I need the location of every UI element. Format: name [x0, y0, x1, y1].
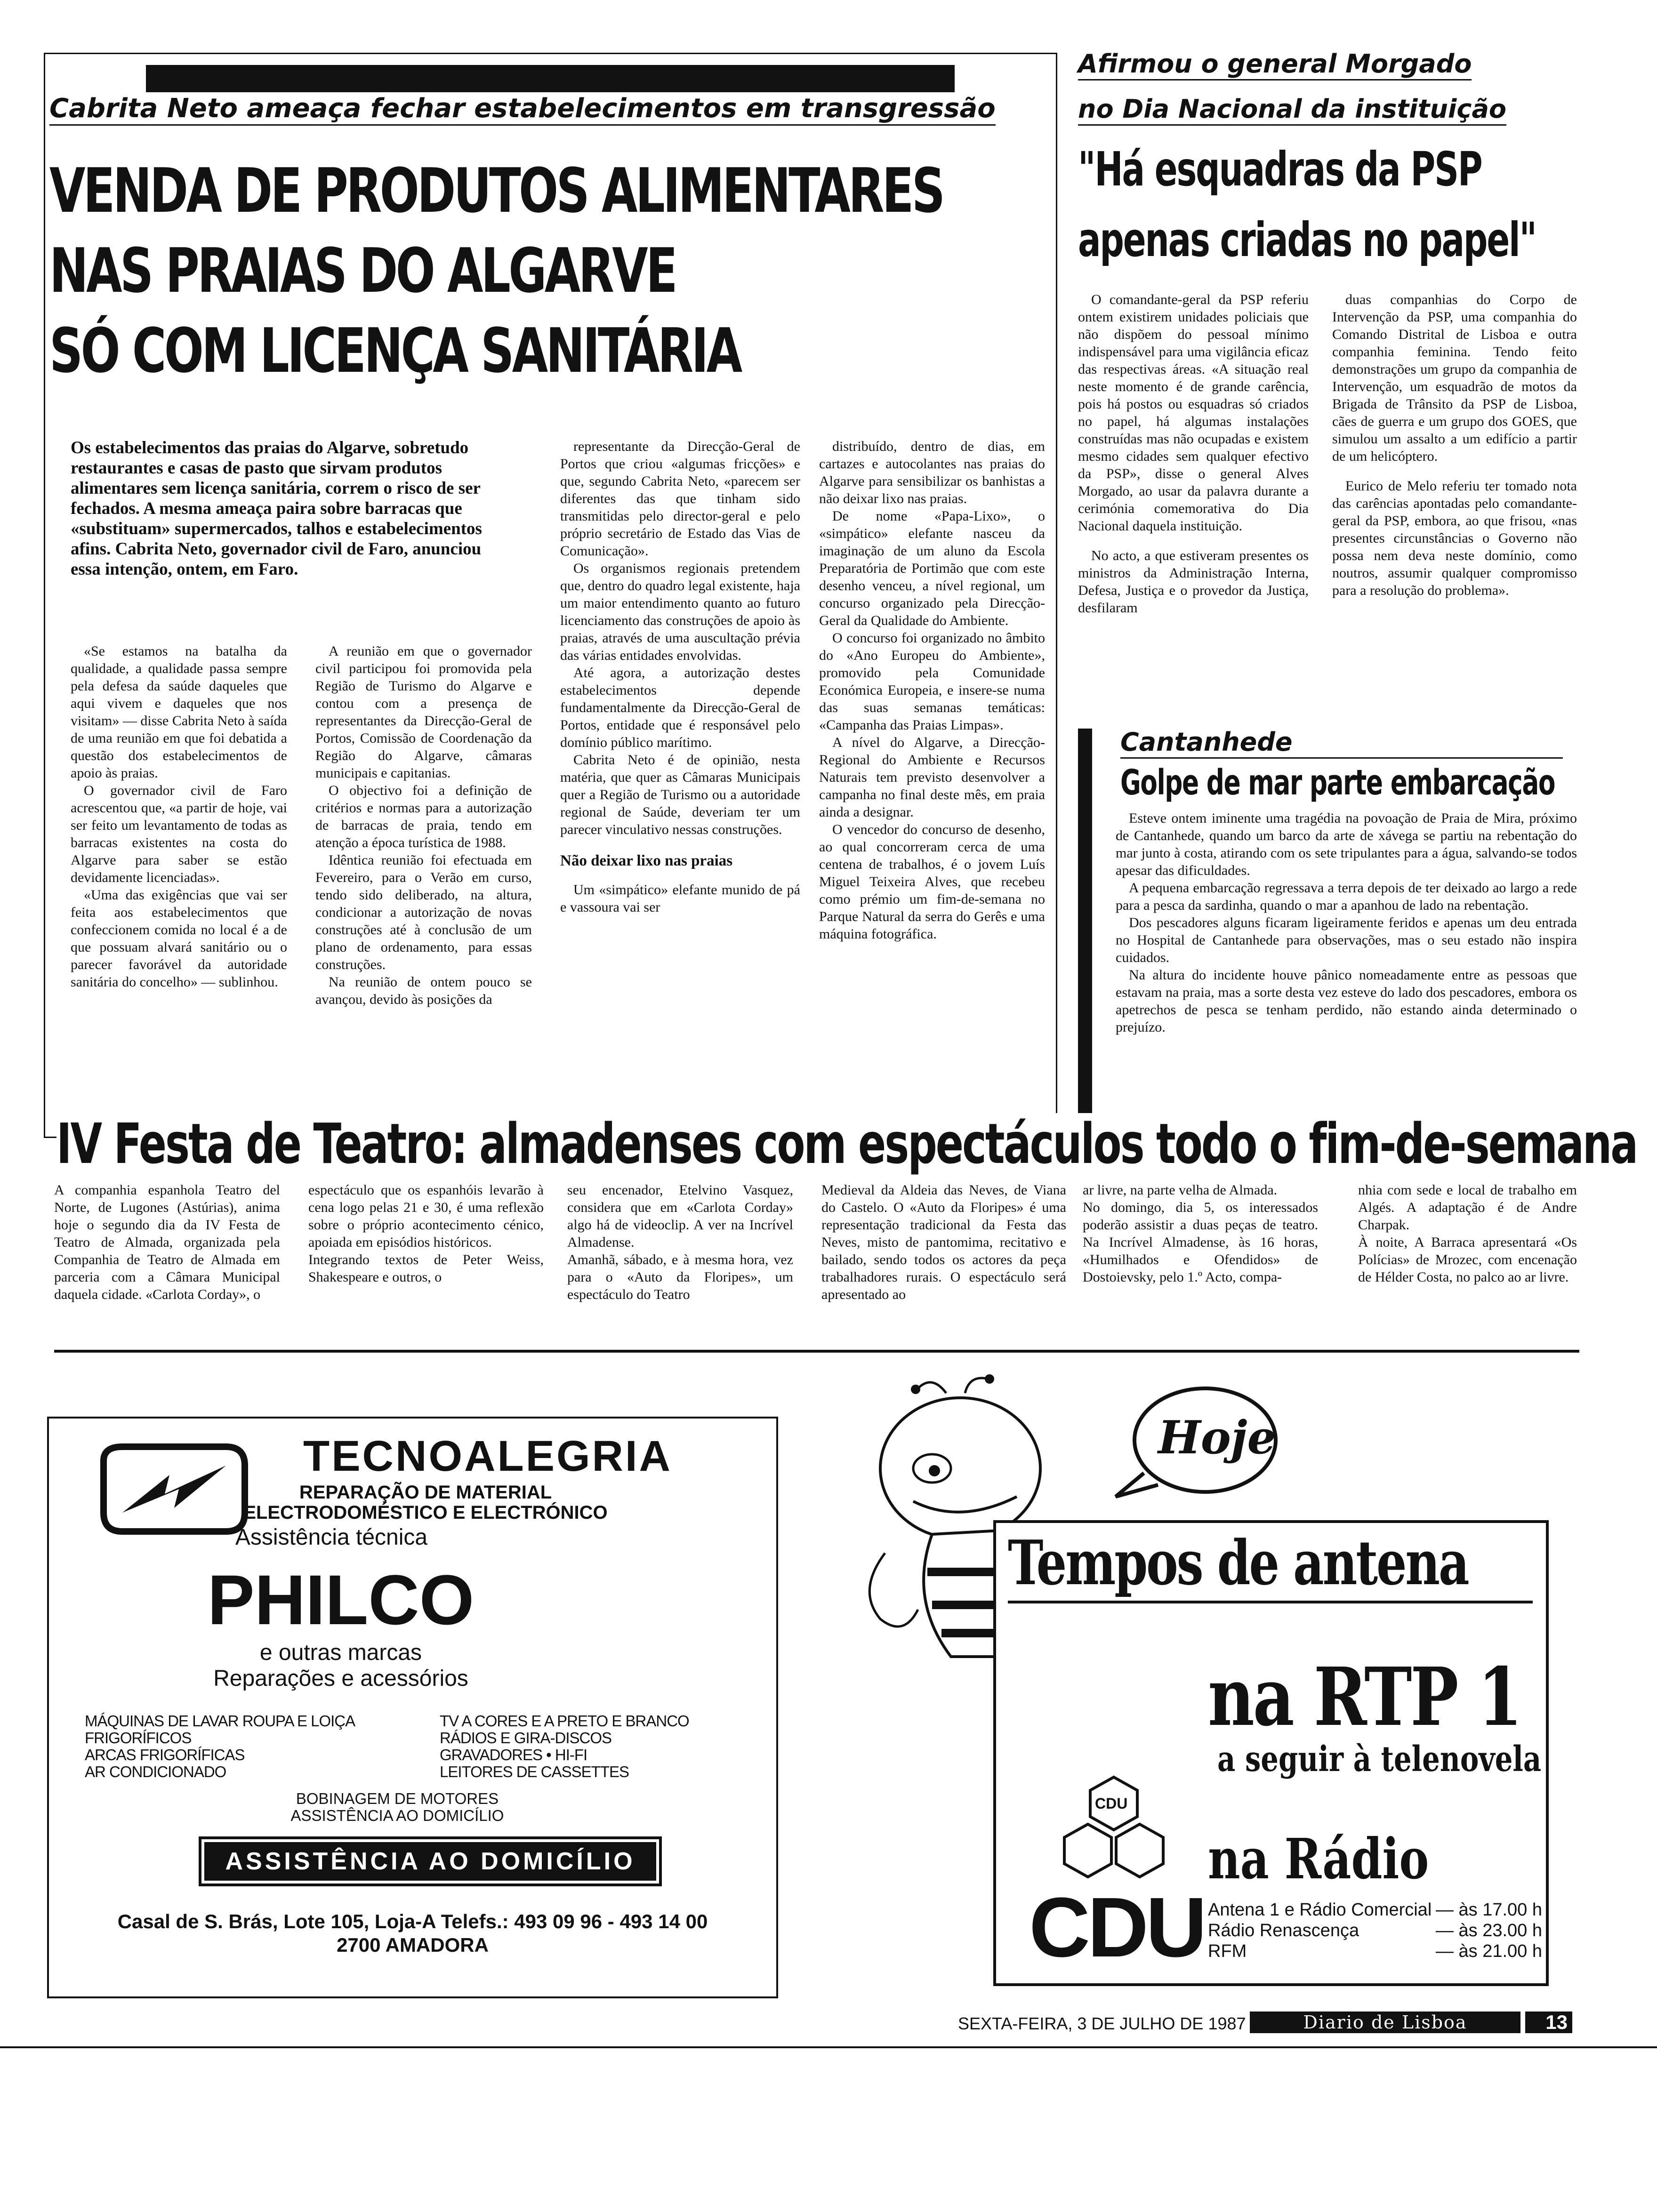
- main-headline-line-2: NAS PRAIAS DO ALGARVE: [49, 235, 676, 306]
- psp-col2-para: Eurico de Melo referiu ter tomado nota das carências apontadas pelo comandante-geral da PSP, embora, ao que frisou, «nas presentes circunstâncias o Governo não possa nem deva neste domínio, como noutros, assumir qualquer compromisso para a resolução do problema».: [1332, 478, 1577, 598]
- main-headline-line-3: SÓ COM LICENÇA SANITÁRIA: [49, 315, 740, 386]
- main-col3-para: representante da Direcção-Geral de Portos que criou «algumas fricções» e que, segundo Cabrita Neto, «parecem ser diferentes das que tinham sido transmitidas pelo director-geral e pelo próprio secretário de Estado das Vias de Comunicação».: [560, 439, 800, 559]
- cdu-time: — às 17.00 h: [1435, 1900, 1542, 1920]
- ad-cdu: [993, 1520, 1549, 1986]
- psp-col1-para: O comandante-geral da PSP referiu ontem existirem unidades policiais que não dispõem do pessoal mínimo indispensável para uma vigilância eficaz das respectivas áreas. «A situação real neste momento é de grande carência, pois há postos ou esquadras só criados no papel, há algumas instalações construídas mas não ocupadas e existem mesmo cidades sem qualquer efectivo da PSP», disse o general Alves Morgado, ao usar da palavra durante a cerimónia comemorativa do Dia Nacional daquela instituição.: [1078, 292, 1309, 534]
- cdu-station: Rádio Renascença: [1208, 1921, 1359, 1940]
- cdu-station: Antena 1 e Rádio Comercial: [1208, 1900, 1432, 1920]
- psp-headline-2: apenas criadas no papel": [1078, 212, 1536, 267]
- main-story-subhead: Não deixar lixo nas praias: [560, 852, 733, 869]
- cdu-title-rule: [1008, 1601, 1533, 1603]
- tecnoalegria-line4: e outras marcas: [259, 1640, 422, 1665]
- main-col4-para: O vencedor do concurso de desenho, ao qual concorreram cerca de uma centena de trabalhos, é o jovem Luís Miguel Teixeira Alves, que recebeu como prémio um fim-de-semana no Parque Natural da serra do Gerês e uma máquina fotográfica.: [819, 822, 1045, 942]
- theatre-col-text: nhia com sede e local de trabalho em Algés. A adaptação é de Andre Charpak. À noite, A Barraca apresentará «Os Polícias» de Mrozec, com encenação de Hélder Costa, no palco ao ar livre.: [1358, 1182, 1577, 1285]
- theatre-bottom-rule: [54, 1350, 1579, 1353]
- theatre-col-2: [308, 1181, 544, 1286]
- theatre-col-text: espectáculo que os espanhóis levarão à cena logo pelas 21 e 30, é uma reflexão sobre o próprio acontecimento cénico, apoiada em episódios históricos. Integrando textos de Peter Weiss, Shakespeare e outros, o: [308, 1182, 544, 1285]
- theatre-col-1: [54, 1181, 280, 1303]
- main-col4-para: De nome «Papa-Lixo», o «simpático» elefante nasceu da imaginação de um aluno da Escola Preparatória de Portimão que com este desenho venceu, a nível regional, um concurso organizado pela Direcção-Geral da Qualidade do Ambiente.: [819, 508, 1045, 628]
- main-col1-para: «Uma das exigências que vai ser feita aos estabelecimentos que confeccionem comida no local é a de que possuam alvará sanitário ou o parecer favorável da autoridade sanitária do concelho» — sublinhou.: [71, 887, 287, 990]
- tecnoalegria-list-item: FRIGORÍFICOS: [85, 1729, 192, 1747]
- tecnoalegria-line5: Reparações e acessórios: [213, 1666, 468, 1691]
- psp-kicker-2: no Dia Nacional da instituição: [1078, 94, 1506, 126]
- cdu-logo-big-text: CDU: [1029, 1880, 1204, 1975]
- theatre-col-4: [821, 1181, 1066, 1303]
- tecnoalegria-list-item: RÁDIOS E GIRA-DISCOS: [440, 1729, 612, 1747]
- tecnoalegria-bob1: BOBINAGEM DE MOTORES: [296, 1790, 499, 1807]
- ad-tecnoalegria: [47, 1417, 778, 1998]
- footer-date: SEXTA-FEIRA, 3 DE JULHO DE 1987: [958, 2014, 1246, 2033]
- cantanhede-body: [1116, 809, 1577, 1036]
- tecnoalegria-list-right: [440, 1713, 769, 1780]
- cantanhede-para: Dos pescadores alguns ficaram ligeiramente feridos e apenas um deu entrada no Hospital de Cantanhede para observações, mas o seu estado não inspira cuidados.: [1116, 915, 1577, 965]
- theatre-col-5: [1083, 1181, 1318, 1286]
- psp-col1-para: No acto, a que estiveram presentes os ministros da Administração Interna, Defesa, Justiça e o provedor da Justiça, desfilaram: [1078, 548, 1309, 616]
- main-col3-para: Os organismos regionais pretendem que, dentro do quadro legal existente, haja um maior entendimento quanto ao futuro licenciamento das construções de apoio às praias, através de uma auscultação prévia das várias entidades envolvidas.: [560, 561, 800, 663]
- tecnoalegria-line2: ELECTRODOMÉSTICO E ELECTRÓNICO: [243, 1502, 608, 1523]
- theatre-col-3: [567, 1181, 793, 1303]
- cantanhede-kicker: Cantanhede: [1120, 727, 1563, 759]
- cdu-schedule-row: [1208, 1920, 1542, 1941]
- cdu-time: — às 21.00 h: [1435, 1941, 1542, 1961]
- tecnoalegria-banner: ASSISTÊNCIA AO DOMICÍLIO: [204, 1842, 656, 1881]
- cdu-title: Tempos de antena: [1008, 1527, 1468, 1599]
- theatre-col-6: [1358, 1181, 1577, 1286]
- psp-kicker-1: Afirmou o general Morgado: [1078, 49, 1472, 80]
- main-col2-para: O objectivo foi a definição de critérios e normas para a autorização de barracas de praia, tendo em atenção a época turística de 1988.: [315, 783, 532, 850]
- tecnoalegria-address2: 2700 AMADORA: [337, 1934, 489, 1956]
- cdu-station: RFM: [1208, 1941, 1247, 1961]
- main-col3-para: Até agora, a autorização destes estabelecimentos depende fundamentalmente da Direcção-Geral de Portos, entidade que é responsável pelo domínio público marítimo.: [560, 665, 800, 750]
- tecnoalegria-address1: Casal de S. Brás, Lote 105, Loja-A Telefs.: 493 09 96 - 493 14 00: [117, 1910, 708, 1932]
- cantanhede-headline: Golpe de mar parte embarcação: [1120, 762, 1555, 803]
- cdu-radio: na Rádio: [1208, 1826, 1429, 1891]
- main-story-col-4: [819, 438, 1045, 943]
- footer-page-number: 13: [1525, 2012, 1572, 2033]
- tecnoalegria-list-item: MÁQUINAS DE LAVAR ROUPA E LOIÇA: [85, 1712, 355, 1730]
- hoje-bubble-text: Hoje: [1158, 1411, 1276, 1464]
- main-col3-para: Um «simpático» elefante munido de pá e vassoura vai ser: [560, 882, 800, 915]
- main-col3-para: Cabrita Neto é de opinião, nesta matéria, que quer as Câmaras Municipais quer a Região de Turismo ou a autoridade regional de Saúde, deveriam ter um parecer vinculativo nessas construções.: [560, 752, 800, 837]
- main-headline-line-1: VENDA DE PRODUTOS ALIMENTARES: [49, 155, 943, 226]
- theatre-col-text: A companhia espanhola Teatro del Norte, de Lugones (Astúrias), anima hoje o segundo dia da IV Festa de Teatro de Almada, organizada pela Companhia de Teatro de Almada em parceria com a Câmara Municipal daquela cidade. «Carlota Corday», o: [54, 1182, 280, 1302]
- cantanhede-side-bar: [1078, 729, 1092, 1133]
- main-story-col-2: [315, 642, 532, 1008]
- tecnoalegria-philco: PHILCO: [207, 1560, 475, 1639]
- main-col4-para: O concurso foi organizado no âmbito do «Ano Europeu do Ambiente», promovido pela Comunidade Económica Europeia, e insere-se numa das suas semanas temáticas: «Campanha das Praias Limpas».: [819, 630, 1045, 733]
- tecnoalegria-list-item: LEITORES DE CASSETTES: [440, 1763, 629, 1780]
- tecnoalegria-line3: Assistência técnica: [235, 1525, 428, 1550]
- main-story-col-3: [560, 438, 800, 916]
- tecnoalegria-list-item: AR CONDICIONADO: [85, 1763, 226, 1780]
- psp-col-1: [1078, 291, 1309, 617]
- main-col4-para: A nível do Algarve, a Direcção-Regional do Ambiente e Recursos Naturais tem previsto desenvolver a campanha no final deste mês, em praia ainda a designar.: [819, 735, 1045, 820]
- cantanhede-para: Esteve ontem iminente uma tragédia na povoação de Praia de Mira, próximo de Cantanhede, quando um barco da arte de xávega se partiu na rebentação do mar junto à costa, atirando com os sete tripulantes para a água, salvando-se todos apesar das dificuldades.: [1116, 810, 1577, 878]
- footer-paper-name: Diario de Lisboa: [1250, 2012, 1520, 2033]
- cantanhede-para: Na altura do incidente houve pânico nomeadamente entre as pessoas que estavam na praia, mas a sorte desta vez esteve do lado dos pescadores, embora os apetrechos de pesca se tenham perdido, não estando ainda determinado o prejuízo.: [1116, 967, 1577, 1035]
- tecnoalegria-list-item: ARCAS FRIGORÍFICAS: [85, 1746, 245, 1763]
- main-col4-para: distribuído, dentro de dias, em cartazes e autocolantes nas praias do Algarve para sensibilizar os banhistas a não deixar lixo nas praias.: [819, 439, 1045, 506]
- tecnoalegria-list-item: TV A CORES E A PRETO E BRANCO: [440, 1712, 689, 1730]
- cdu-sub: a seguir à telenovela: [1217, 1739, 1542, 1779]
- tecnoalegria-bob2: ASSISTÊNCIA AO DOMICÍLIO: [290, 1807, 504, 1824]
- tecnoalegria-list-left: [85, 1713, 442, 1780]
- main-story-kicker: Cabrita Neto ameaça fechar estabelecimentos em transgressão: [49, 93, 996, 126]
- main-col2-para: A reunião em que o governador civil participou foi promovida pela Região de Turismo do Algarve e contou com a presença de representantes da Direcção-Geral de Portos, Comissão de Coordenação da Região do Algarve, câmaras municipais e capitanias.: [315, 643, 532, 781]
- theatre-col-text: Medieval da Aldeia das Neves, de Viana do Castelo. O «Auto da Floripes» é uma representação tradicional da Festa das Neves, misto de pantomima, recitativo e bailado, sendo todos os actores da peça trabalhadores rurais. O espectáculo será apresentado ao: [821, 1182, 1066, 1302]
- theatre-headline: IV Festa de Teatro: almadenses com espectáculos todo o fim-de-semana: [56, 1113, 1644, 1174]
- psp-col-2: [1332, 291, 1577, 599]
- page-bottom-rule: [0, 2046, 1657, 2048]
- cdu-logo-small-text: CDU: [1095, 1795, 1128, 1812]
- main-col2-para: Na reunião de ontem pouco se avançou, devido às posições da: [315, 974, 532, 1007]
- main-col2-para: Idêntica reunião foi efectuada em Fevereiro, para o Verão em curso, tendo sido deliberado, na altura, condicionar a autorização de novas construções até à conclusão de um plano de ordenamento, para essas construções.: [315, 852, 532, 972]
- tecnoalegria-line1: REPARAÇÃO DE MATERIAL: [299, 1482, 552, 1503]
- tecnoalegria-brand: TECNOALEGRIA: [303, 1432, 672, 1480]
- cdu-schedule: [1208, 1899, 1542, 1962]
- cdu-schedule-row: [1208, 1899, 1542, 1920]
- cdu-schedule-row: [1208, 1941, 1542, 1962]
- main-headline: [49, 155, 1225, 386]
- cdu-time: — às 23.00 h: [1435, 1921, 1542, 1940]
- theatre-col-text: ar livre, na parte velha de Almada. No domingo, dia 5, os interessados poderão assistir a duas peças de teatro. Na Incrível Almadense, às 16 horas, «Humilhados e Ofendidos» de Dostoievsky, pelo 1.º Acto, compa-: [1083, 1182, 1318, 1285]
- main-col1-para: «Se estamos na batalha da qualidade, a qualidade passa sempre pela defesa da saúde daqueles que aqui vivem e daqueles que nos visitam» — disse Cabrita Neto à saída de uma reunião em que foi debatida a questão dos estabelecimentos de apoio às praias.: [71, 643, 287, 781]
- main-story-top-bar: [146, 65, 955, 92]
- theatre-col-text: seu encenador, Etelvino Vasquez, considera que em «Carlota Corday» algo há de videoclip. A ver na Incrível Almadense. Amanhã, sábado, e à mesma hora, vez para o «Auto da Floripes», um espectáculo do Teatro: [567, 1182, 793, 1302]
- cdu-rtp: na RTP 1: [1208, 1650, 1521, 1744]
- psp-headline-1: "Há esquadras da PSP: [1078, 142, 1482, 197]
- main-col1-para: O governador civil de Faro acrescentou que, «a partir de hoje, vai ser feito um levantamento de todas as barracas existentes na costa do Algarve para saber se estão devidamente licenciadas».: [71, 783, 287, 885]
- cantanhede-para: A pequena embarcação regressava a terra depois de ter deixado ao largo a rede para a pesca da sardinha, quando o mar a apanhou de lado na rebentação.: [1116, 880, 1577, 913]
- main-story-lede: Os estabelecimentos das praias do Algarve, sobretudo restaurantes e casas de pasto que sirvam produtos alimentares sem licença sanitária, correm o risco de ser fechados. A mesma ameaça paira sobre barracas que «substituam» supermercados, talhos e estabelecimentos afins. Cabrita Neto, governador civil de Faro, anunciou essa intenção, ontem, em Faro.: [71, 438, 482, 579]
- main-story-col-1: [71, 642, 287, 991]
- psp-col2-para: duas companhias do Corpo de Intervenção da PSP, uma companhia do Comando Distrital de Lisboa e outra companhia feminina. Tendo feito demonstrações um grupo da companhia de Intervenção, um esquadrão de motos da Brigada de Trânsito da PSP de Lisboa, cães de guerra e um grupo dos GOES, que simulou um assalto a um edifício a partir de um helicóptero.: [1332, 292, 1577, 464]
- cdu-hexagon-logo: [1043, 1768, 1184, 1890]
- tecnoalegria-list-item: GRAVADORES • HI-FI: [440, 1746, 587, 1763]
